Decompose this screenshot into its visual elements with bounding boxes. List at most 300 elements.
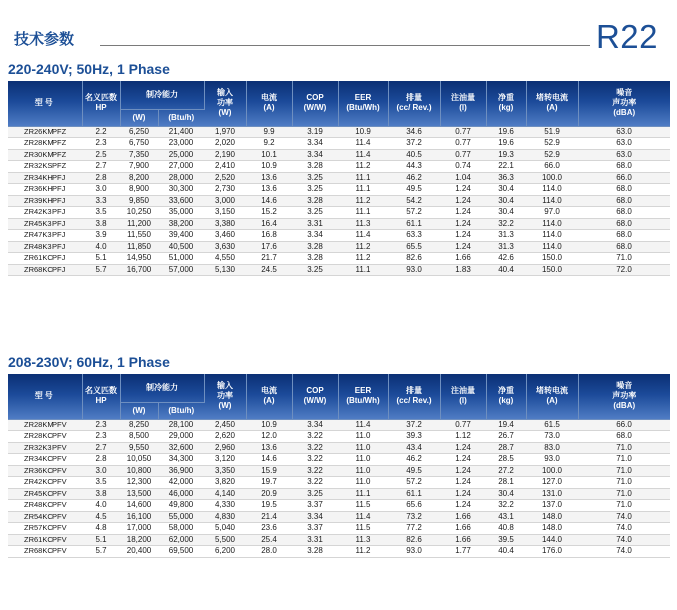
value-cell: 25.4 [246, 534, 292, 546]
value-cell: 83.0 [526, 442, 578, 454]
value-cell: 73.2 [388, 511, 440, 523]
model-cell [8, 138, 82, 150]
model-code: ZR28KM [24, 138, 54, 148]
value-cell: 4.5 [82, 511, 120, 523]
value-cell: 9,850 [120, 195, 158, 207]
value-cell: 16,100 [120, 511, 158, 523]
value-cell: 68.0 [578, 184, 670, 196]
value-cell: 30.4 [486, 488, 526, 500]
model-code: ZR47K3 [24, 230, 52, 240]
value-cell: 10.9 [246, 419, 292, 431]
value-cell: 63.3 [388, 230, 440, 242]
value-cell: 22.1 [486, 161, 526, 173]
value-cell: 38,200 [158, 218, 204, 230]
value-cell: 2,020 [204, 138, 246, 150]
model-suffix: PFZ [52, 126, 67, 136]
model-suffix: PFV [52, 442, 67, 452]
value-cell: 21.4 [246, 511, 292, 523]
value-cell: 28.0 [246, 546, 292, 558]
header-line: (A) [263, 396, 275, 406]
value-cell: 3.28 [292, 253, 338, 265]
value-cell: 1.66 [440, 523, 486, 535]
value-cell: 1.24 [440, 184, 486, 196]
value-cell: 11.2 [338, 195, 388, 207]
value-cell: 11.3 [338, 534, 388, 546]
model-suffix: PFV [52, 488, 67, 498]
model-cell [8, 546, 82, 558]
value-cell: 0.74 [440, 161, 486, 173]
value-cell: 61.1 [388, 488, 440, 500]
value-cell: 4.8 [82, 523, 120, 535]
value-cell: 3.31 [292, 534, 338, 546]
value-cell: 71.0 [578, 488, 670, 500]
value-cell: 39,400 [158, 230, 204, 242]
value-cell: 93.0 [388, 546, 440, 558]
value-cell: 1.24 [440, 207, 486, 219]
value-cell: 73.0 [526, 431, 578, 443]
value-cell: 6,200 [204, 546, 246, 558]
model-code: ZR28KM [24, 419, 54, 429]
value-cell: 29,000 [158, 431, 204, 443]
model-cell [8, 253, 82, 265]
value-cell: 11.2 [338, 546, 388, 558]
value-cell: 27,000 [158, 161, 204, 173]
value-cell: 13,500 [120, 488, 158, 500]
value-cell: 11.0 [338, 431, 388, 443]
model-cell [8, 172, 82, 184]
model-suffix: PFV [52, 465, 67, 475]
header-line: (W) [218, 108, 232, 118]
value-cell: 144.0 [526, 534, 578, 546]
model-suffix: PFZ [52, 149, 67, 159]
value-cell: 71.0 [578, 465, 670, 477]
model-code: ZR45K3 [24, 218, 52, 228]
value-cell: 68.0 [578, 230, 670, 242]
header-line: 排量 [406, 93, 422, 103]
table-row [8, 511, 670, 523]
value-cell: 68.0 [578, 431, 670, 443]
model-code: ZR32KS [24, 161, 53, 171]
value-cell: 100.0 [526, 465, 578, 477]
value-cell: 39.5 [486, 534, 526, 546]
value-cell: 17,000 [120, 523, 158, 535]
value-cell: 68.0 [578, 195, 670, 207]
value-cell: 10,800 [120, 465, 158, 477]
col-capacity-w-header: (W) [120, 402, 158, 419]
value-cell: 14.6 [246, 454, 292, 466]
model-suffix: PFZ [52, 138, 67, 148]
value-cell: 63.0 [578, 149, 670, 161]
header-line: (l) [459, 103, 467, 113]
value-cell: 68.0 [578, 161, 670, 173]
col-eer-header [338, 81, 388, 126]
section-title-60hz: 208-230V; 60Hz, 1 Phase [8, 354, 170, 370]
value-cell: 42,000 [158, 477, 204, 489]
value-cell: 35,000 [158, 207, 204, 219]
col-current-header [246, 374, 292, 419]
value-cell: 68.0 [578, 241, 670, 253]
header-line: (A) [263, 103, 275, 113]
value-cell: 114.0 [526, 184, 578, 196]
value-cell: 39.3 [388, 431, 440, 443]
header-line: COP [306, 386, 324, 396]
model-cell [8, 511, 82, 523]
model-suffix: PFJ [52, 172, 66, 182]
model-code: ZR34KC [24, 454, 53, 464]
model-cell [8, 126, 82, 138]
header-line: (kg) [498, 103, 514, 113]
model-code: ZR30KM [24, 149, 54, 159]
value-cell: 3,150 [204, 207, 246, 219]
value-cell: 8,250 [120, 419, 158, 431]
value-cell: 32.2 [486, 500, 526, 512]
model-cell [8, 431, 82, 443]
value-cell: 3.28 [292, 546, 338, 558]
model-cell [8, 195, 82, 207]
value-cell: 1.04 [440, 172, 486, 184]
value-cell: 11.0 [338, 465, 388, 477]
value-cell: 11.4 [338, 138, 388, 150]
value-cell: 49,800 [158, 500, 204, 512]
value-cell: 1.12 [440, 431, 486, 443]
value-cell: 1.66 [440, 253, 486, 265]
header-line: (W) [218, 401, 232, 411]
value-cell: 3.34 [292, 138, 338, 150]
header-line: (dBA) [613, 108, 636, 118]
value-cell: 5,040 [204, 523, 246, 535]
value-cell: 11.1 [338, 184, 388, 196]
model-suffix: PFV [52, 511, 67, 521]
value-cell: 30.4 [486, 207, 526, 219]
value-cell: 1.24 [440, 488, 486, 500]
table-row [8, 465, 670, 477]
value-cell: 66.0 [526, 161, 578, 173]
value-cell: 11.2 [338, 253, 388, 265]
value-cell: 148.0 [526, 511, 578, 523]
value-cell: 3,120 [204, 454, 246, 466]
value-cell: 43.1 [486, 511, 526, 523]
value-cell: 19.6 [486, 138, 526, 150]
value-cell: 24.5 [246, 264, 292, 276]
value-cell: 3.5 [82, 207, 120, 219]
value-cell: 28,000 [158, 172, 204, 184]
value-cell: 0.77 [440, 138, 486, 150]
value-cell: 30.4 [486, 195, 526, 207]
model-code: ZR48K3 [24, 241, 52, 251]
header-line: 输入 [217, 88, 233, 98]
value-cell: 28.5 [486, 454, 526, 466]
value-cell: 15.2 [246, 207, 292, 219]
model-suffix: PFV [52, 454, 67, 464]
value-cell: 23.6 [246, 523, 292, 535]
model-suffix: PFJ [52, 264, 66, 274]
value-cell: 1.66 [440, 511, 486, 523]
value-cell: 72.0 [578, 264, 670, 276]
header-line: 声功率 [612, 98, 637, 108]
value-cell: 32.2 [486, 218, 526, 230]
table-row [8, 241, 670, 253]
value-cell: 3.34 [292, 511, 338, 523]
value-cell: 176.0 [526, 546, 578, 558]
value-cell: 49.5 [388, 184, 440, 196]
value-cell: 5.7 [82, 264, 120, 276]
value-cell: 82.6 [388, 253, 440, 265]
value-cell: 11.4 [338, 230, 388, 242]
model-cell [8, 149, 82, 161]
value-cell: 3.28 [292, 161, 338, 173]
value-cell: 28.1 [486, 477, 526, 489]
value-cell: 19.3 [486, 149, 526, 161]
value-cell: 4,330 [204, 500, 246, 512]
value-cell: 3.25 [292, 264, 338, 276]
value-cell: 3,000 [204, 195, 246, 207]
model-cell [8, 161, 82, 173]
value-cell: 46,000 [158, 488, 204, 500]
value-cell: 1.24 [440, 477, 486, 489]
value-cell: 34.6 [388, 126, 440, 138]
value-cell: 3,630 [204, 241, 246, 253]
model-suffix: PFZ [52, 161, 67, 171]
model-suffix: PFV [52, 534, 67, 544]
table-row [8, 477, 670, 489]
value-cell: 11,850 [120, 241, 158, 253]
model-suffix: PFJ [52, 230, 66, 240]
value-cell: 114.0 [526, 241, 578, 253]
value-cell: 4,140 [204, 488, 246, 500]
col-oil-header [440, 374, 486, 419]
value-cell: 11.5 [338, 523, 388, 535]
value-cell: 3.25 [292, 184, 338, 196]
value-cell: 11.3 [338, 218, 388, 230]
header-line: 名义匹数 [85, 386, 117, 396]
value-cell: 2.8 [82, 172, 120, 184]
model-suffix: PFJ [52, 207, 66, 217]
value-cell: 19.6 [486, 126, 526, 138]
value-cell: 66.0 [578, 172, 670, 184]
value-cell: 61.1 [388, 218, 440, 230]
header-row-top [8, 374, 670, 402]
table-row [8, 172, 670, 184]
value-cell: 46.2 [388, 454, 440, 466]
model-cell [8, 241, 82, 253]
value-cell: 71.0 [578, 442, 670, 454]
table-row [8, 523, 670, 535]
value-cell: 71.0 [578, 477, 670, 489]
value-cell: 51,000 [158, 253, 204, 265]
col-displacement-header [388, 374, 440, 419]
model-cell [8, 184, 82, 196]
value-cell: 2,620 [204, 431, 246, 443]
value-cell: 3.22 [292, 431, 338, 443]
model-cell [8, 230, 82, 242]
value-cell: 12.0 [246, 431, 292, 443]
model-code: ZR57KC [24, 523, 53, 533]
value-cell: 2.5 [82, 149, 120, 161]
header-line: 电流 [261, 386, 277, 396]
value-cell: 8,500 [120, 431, 158, 443]
model-cell [8, 207, 82, 219]
value-cell: 3.3 [82, 195, 120, 207]
value-cell: 3.0 [82, 465, 120, 477]
header-line: COP [306, 93, 324, 103]
value-cell: 5.1 [82, 534, 120, 546]
header-line: (cc/ Rev.) [396, 396, 432, 406]
header-line: (Btu/Wh) [346, 396, 380, 406]
value-cell: 3.28 [292, 241, 338, 253]
model-cell [8, 419, 82, 431]
value-cell: 65.5 [388, 241, 440, 253]
header-line: EER [354, 386, 372, 396]
value-cell: 52.9 [526, 138, 578, 150]
col-capacity-w-header: (W) [120, 109, 158, 126]
model-cell [8, 534, 82, 546]
value-cell: 2.8 [82, 454, 120, 466]
value-cell: 30.4 [486, 184, 526, 196]
model-code: ZR68KC [24, 264, 53, 274]
table-row [8, 138, 670, 150]
value-cell: 61.5 [526, 419, 578, 431]
col-power-header [204, 81, 246, 126]
value-cell: 1.83 [440, 264, 486, 276]
value-cell: 3.19 [292, 126, 338, 138]
value-cell: 36,900 [158, 465, 204, 477]
model-code: ZR54KC [24, 511, 53, 521]
value-cell: 3.22 [292, 465, 338, 477]
table-row [8, 230, 670, 242]
header-row-top [8, 81, 670, 109]
value-cell: 3.31 [292, 218, 338, 230]
value-cell: 3.5 [82, 477, 120, 489]
header-line: 堵转电流 [536, 386, 568, 396]
value-cell: 82.6 [388, 534, 440, 546]
value-cell: 74.0 [578, 534, 670, 546]
value-cell: 25,000 [158, 149, 204, 161]
value-cell: 97.0 [526, 207, 578, 219]
header-line: 净重 [498, 93, 514, 103]
table-row [8, 253, 670, 265]
value-cell: 1.24 [440, 195, 486, 207]
value-cell: 0.77 [440, 419, 486, 431]
value-cell: 11.1 [338, 264, 388, 276]
value-cell: 3.8 [82, 218, 120, 230]
value-cell: 11,550 [120, 230, 158, 242]
value-cell: 40.8 [486, 523, 526, 535]
table-row [8, 546, 670, 558]
value-cell: 7,900 [120, 161, 158, 173]
model-cell [8, 477, 82, 489]
value-cell: 4.0 [82, 500, 120, 512]
value-cell: 1.24 [440, 500, 486, 512]
value-cell: 1.24 [440, 218, 486, 230]
value-cell: 5.1 [82, 253, 120, 265]
table-row [8, 264, 670, 276]
value-cell: 58,000 [158, 523, 204, 535]
value-cell: 13.6 [246, 184, 292, 196]
value-cell: 28.7 [486, 442, 526, 454]
value-cell: 3.22 [292, 477, 338, 489]
model-suffix: PFV [52, 477, 67, 487]
col-current-header [246, 81, 292, 126]
value-cell: 19.4 [486, 419, 526, 431]
value-cell: 3.37 [292, 500, 338, 512]
table-row [8, 149, 670, 161]
header-line: 注油量 [451, 386, 475, 396]
model-code: ZR68KC [24, 546, 53, 556]
value-cell: 13.6 [246, 442, 292, 454]
value-cell: 18,200 [120, 534, 158, 546]
value-cell: 4,550 [204, 253, 246, 265]
value-cell: 93.0 [526, 454, 578, 466]
value-cell: 9.2 [246, 138, 292, 150]
value-cell: 5.7 [82, 546, 120, 558]
model-cell [8, 454, 82, 466]
col-weight-header [486, 81, 526, 126]
table-row [8, 442, 670, 454]
col-cop-header [292, 81, 338, 126]
value-cell: 148.0 [526, 523, 578, 535]
value-cell: 11.0 [338, 454, 388, 466]
value-cell: 3.34 [292, 419, 338, 431]
page-header [8, 18, 670, 56]
value-cell: 11.0 [338, 442, 388, 454]
value-cell: 16,700 [120, 264, 158, 276]
value-cell: 1.24 [440, 465, 486, 477]
value-cell: 1.24 [440, 442, 486, 454]
value-cell: 37.2 [388, 419, 440, 431]
value-cell: 114.0 [526, 218, 578, 230]
value-cell: 8,900 [120, 184, 158, 196]
model-code: ZR48KC [24, 500, 53, 510]
spec-table-50hz [8, 81, 670, 276]
model-suffix: PFV [52, 523, 67, 533]
header-line: 注油量 [451, 93, 475, 103]
model-suffix: PFJ [52, 195, 66, 205]
col-model-header: 型号 [8, 374, 82, 419]
table-row [8, 184, 670, 196]
value-cell: 19.5 [246, 500, 292, 512]
value-cell: 11.4 [338, 511, 388, 523]
value-cell: 5,130 [204, 264, 246, 276]
value-cell: 13.6 [246, 172, 292, 184]
value-cell: 46.2 [388, 172, 440, 184]
value-cell: 3,820 [204, 477, 246, 489]
col-weight-header [486, 374, 526, 419]
value-cell: 2,410 [204, 161, 246, 173]
value-cell: 10.9 [338, 126, 388, 138]
col-lra-header [526, 81, 578, 126]
table-row [8, 454, 670, 466]
value-cell: 57.2 [388, 477, 440, 489]
value-cell: 33,600 [158, 195, 204, 207]
value-cell: 2,520 [204, 172, 246, 184]
value-cell: 66.0 [578, 419, 670, 431]
header-line: 功率 [217, 98, 233, 108]
model-code: ZR28KC [24, 431, 53, 441]
value-cell: 3.25 [292, 207, 338, 219]
value-cell: 19.7 [246, 477, 292, 489]
value-cell: 12,300 [120, 477, 158, 489]
value-cell: 43.4 [388, 442, 440, 454]
value-cell: 51.9 [526, 126, 578, 138]
value-cell: 2,450 [204, 419, 246, 431]
value-cell: 62,000 [158, 534, 204, 546]
model-suffix: PFV [52, 431, 67, 441]
value-cell: 11.4 [338, 149, 388, 161]
value-cell: 1.66 [440, 534, 486, 546]
value-cell: 34,300 [158, 454, 204, 466]
value-cell: 6,250 [120, 126, 158, 138]
header-line: (W/W) [303, 396, 327, 406]
